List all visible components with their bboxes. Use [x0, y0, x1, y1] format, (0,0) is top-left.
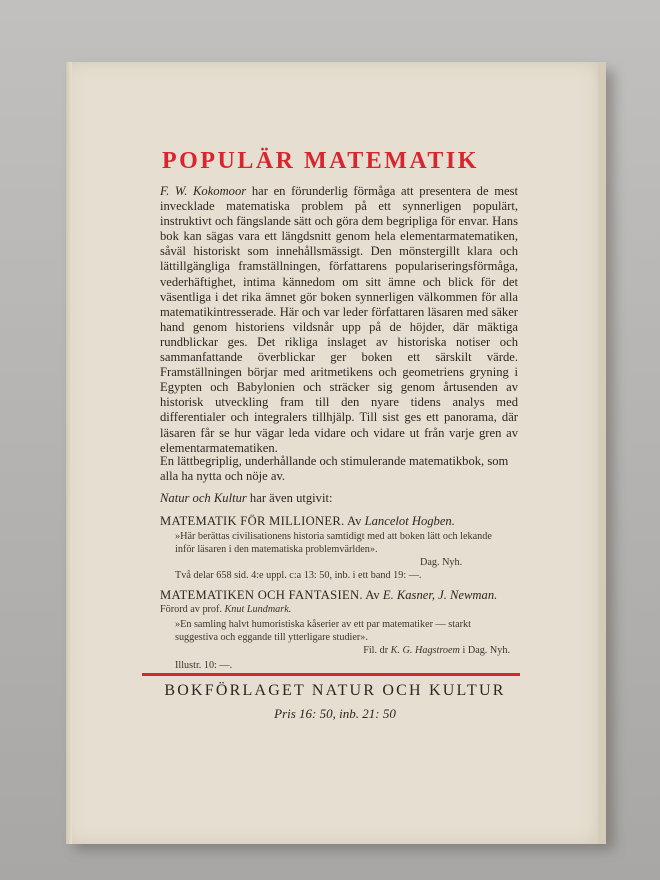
- book1-author: Lancelot Hogben.: [364, 514, 455, 528]
- cover-spine-edge: [66, 62, 72, 844]
- book2-source: [270, 645, 510, 658]
- publisher-name-italic: Natur och Kultur: [160, 491, 247, 505]
- summary-paragraph: En lättbegriplig, underhållande och stimulerande matematikbok, som alla ha nytta och nöje av.: [160, 454, 509, 483]
- book2-title: MATEMATIKEN OCH FANTASIEN.: [160, 588, 363, 602]
- publisher-name: BOKFÖRLAGET NATUR OCH KULTUR: [164, 682, 506, 699]
- book2-foreword-name: Knut Lundmark.: [224, 604, 292, 615]
- book2-foreword-prefix: Förord av prof.: [160, 604, 225, 615]
- book2-heading: [160, 588, 520, 603]
- red-divider: [142, 673, 520, 676]
- also-published-rest: har även utgivit:: [246, 491, 333, 505]
- book2-author: E. Kasner, J. Newman.: [382, 588, 498, 602]
- book2-source-suffix: i Dag. Nyh.: [459, 645, 510, 656]
- book2-info: Illustr. 10: —.: [175, 660, 233, 671]
- book2-quote: »En samling halvt humoristiska kåserier av ett par matematiker — starkt suggestiva och eggande till ytterligare studier».: [175, 619, 471, 643]
- book2-by: Av: [362, 588, 383, 602]
- price-line: Pris 16: 50, inb. 21: 50: [274, 706, 396, 721]
- book1-quote: »Här berättas civilisationens historia samtidigt med att boken lätt och lekande inför läsaren i den matematiska problemvärlden».: [175, 531, 492, 555]
- book1-heading: [160, 514, 520, 529]
- book2-foreword: [160, 604, 498, 617]
- book2-source-name: K. G. Hagstroem: [390, 645, 460, 656]
- intro-paragraph: [160, 184, 518, 456]
- book-title: POPULÄR MATEMATIK: [162, 148, 479, 174]
- book1-source: Dag. Nyh.: [420, 557, 463, 568]
- book1-title: MATEMATIK FÖR MILLIONER.: [160, 514, 345, 528]
- intro-text: har en förunderlig förmåga att presentera de mest invecklade matematiska problem på ett synnerligen populärt, instruktivt och fängslande sätt och göra dem begripliga för envar. Hans bok kan sägas vara ett längdsnitt genom hela elementarmatematiken, såväl historiskt som innehållsmässigt. Den mönstergillt klara och lättillgängliga framställningen, författarens populariseringsförmåga, vederhäftighet, intima kännedom om sitt ämne och blick för det väsentliga i det rika ämnet gör boken synnerligen välkommen för alla matematikintresserade. Här och var leder författaren läsaren med säker hand genom historiens vildsnår upp på de höjder, där mäktiga rundblickar ges. Det rikliga inslaget av historiska notiser och sammanfattande överblickar ger boken ett särskilt värde. Framställningen börjar med aritmetikens och geometriens gryning i Egypten och Babylonien och sträcker sig genom årtusenden av historisk utveckling fram till den nyare tidens analys med differentialer och integralers tillhjälp. Till sist ges ett panorama, där läsaren får se hur vägar leda vidare och vidare ut från varje gren av elementarmatematiken.: [160, 184, 519, 455]
- book1-by: Av: [344, 514, 365, 528]
- book1-info: Två delar 658 sid. 4:e uppl. c:a 13: 50, inb. i ett band 19: —.: [175, 570, 422, 581]
- also-published-line: [160, 491, 518, 506]
- intro-author: F. W. Kokomoor: [160, 184, 247, 198]
- book2-source-prefix: Fil. dr: [363, 645, 391, 656]
